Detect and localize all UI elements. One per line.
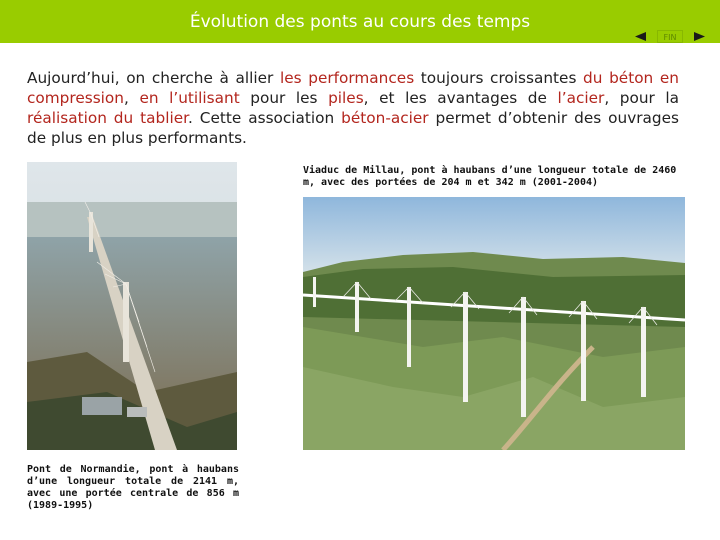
next-slide-icon[interactable] [688,30,710,43]
page-title: Évolution des ponts au cours des temps [189,12,531,32]
highlight-beton-compression: du béton en compression [27,69,679,107]
millau-caption: Viaduc de Millau, pont à haubans d’une longueur totale de 2460 m, avec des portées de 204 m et 342 m (2001-2004) [303,165,677,188]
highlight-beton-acier: béton-acier [341,109,429,127]
highlight-tablier: réalisation du tablier [27,109,189,127]
previous-slide-icon[interactable] [630,30,652,43]
pont-de-normandie-photo [27,162,237,450]
normandie-caption: Pont de Normandie, pont à haubans d’une longueur totale de 2141 m, avec une portée centrale de 856 m (1989-1995) [27,464,239,511]
end-button[interactable]: FIN [657,30,683,43]
intro-paragraph: Aujourd’hui, on cherche à allier les performances toujours croissantes du béton en compression, en l’utilisant pour les piles, et les avantages de l’acier, pour la réalisation du tablier. Cette association béton-acier permet d’obtenir des ouvrages de plus en plus performants. [27,69,679,147]
highlight-performances: les performances [279,69,415,87]
highlight-en-lutilisant: en l’utilisant [139,89,240,107]
highlight-piles: piles [328,89,364,107]
highlight-acier: l’acier [557,89,605,107]
viaduc-de-millau-photo [303,197,685,450]
